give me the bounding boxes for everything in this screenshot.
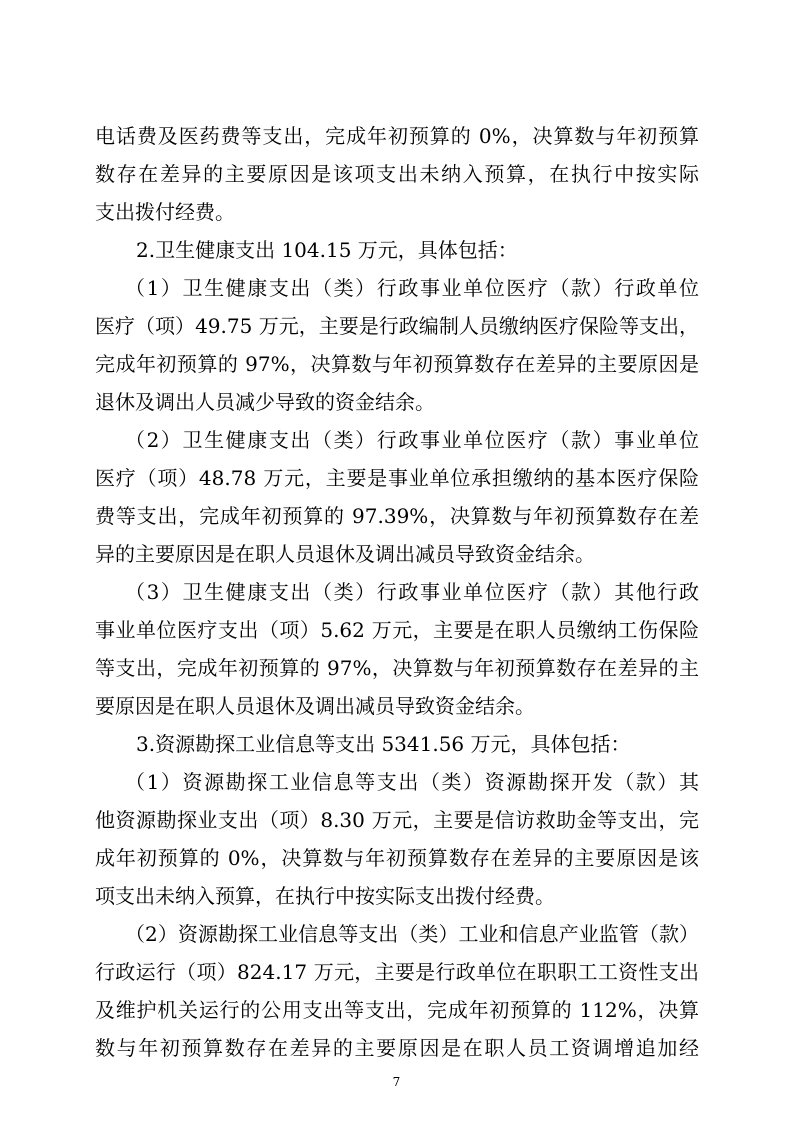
text-line: 异的主要原因是在职人员退休及调出减员导致资金结余。 bbox=[95, 542, 595, 566]
text-line: 医疗（项）49.75 万元，主要是行政编制人员缴纳医疗保险等支出， bbox=[95, 314, 699, 338]
text-line: 项支出未纳入预算，在执行中按实际支出拨付经费。 bbox=[95, 884, 555, 908]
text-line: 等支出，完成年初预算的 97%，决算数与年初预算数存在差异的主 bbox=[95, 656, 699, 680]
text-line: 事业单位医疗支出（项）5.62 万元，主要是在职人员缴纳工伤保险 bbox=[95, 618, 699, 642]
text-line: （2）资源勘探工业信息等支出（类）工业和信息产业监管（款） bbox=[125, 922, 699, 946]
text-line: 数存在差异的主要原因是该项支出未纳入预算，在执行中按实际 bbox=[95, 162, 699, 186]
text-line: 费等支出，完成年初预算的 97.39%，决算数与年初预算数存在差 bbox=[95, 504, 699, 528]
text-line: （3）卫生健康支出（类）行政事业单位医疗（款）其他行政 bbox=[125, 580, 699, 604]
text-line: 电话费及医药费等支出，完成年初预算的 0%，决算数与年初预算 bbox=[95, 124, 699, 148]
text-line: 退休及调出人员减少导致的资金结余。 bbox=[95, 390, 435, 414]
section-heading: 2.卫生健康支出 104.15 万元，具体包括： bbox=[136, 238, 518, 262]
text-line: 医疗（项）48.78 万元，主要是事业单位承担缴纳的基本医疗保险 bbox=[95, 466, 699, 490]
text-line: 要原因是在职人员退休及调出减员导致资金结余。 bbox=[95, 694, 535, 718]
text-line: 及维护机关运行的公用支出等支出，完成年初预算的 112%，决算 bbox=[95, 998, 699, 1022]
text-line: （1）资源勘探工业信息等支出（类）资源勘探开发（款）其 bbox=[125, 770, 699, 794]
text-line: （1）卫生健康支出（类）行政事业单位医疗（款）行政单位 bbox=[125, 276, 699, 300]
page-number: 7 bbox=[392, 1075, 401, 1089]
text-line: 支出拨付经费。 bbox=[95, 200, 235, 224]
text-line: 数与年初预算数存在差异的主要原因是在职人员工资调增追加经 bbox=[95, 1036, 699, 1060]
text-line: 完成年初预算的 97%，决算数与年初预算数存在差异的主要原因是 bbox=[95, 352, 699, 376]
section-heading: 3.资源勘探工业信息等支出 5341.56 万元，具体包括： bbox=[136, 732, 631, 756]
text-line: （2）卫生健康支出（类）行政事业单位医疗（款）事业单位 bbox=[125, 428, 699, 452]
text-line: 行政运行（项）824.17 万元，主要是行政单位在职职工工资性支出 bbox=[95, 960, 699, 984]
text-line: 他资源勘探业支出（项）8.30 万元，主要是信访救助金等支出，完 bbox=[95, 808, 699, 832]
text-line: 成年初预算的 0%，决算数与年初预算数存在差异的主要原因是该 bbox=[95, 846, 699, 870]
